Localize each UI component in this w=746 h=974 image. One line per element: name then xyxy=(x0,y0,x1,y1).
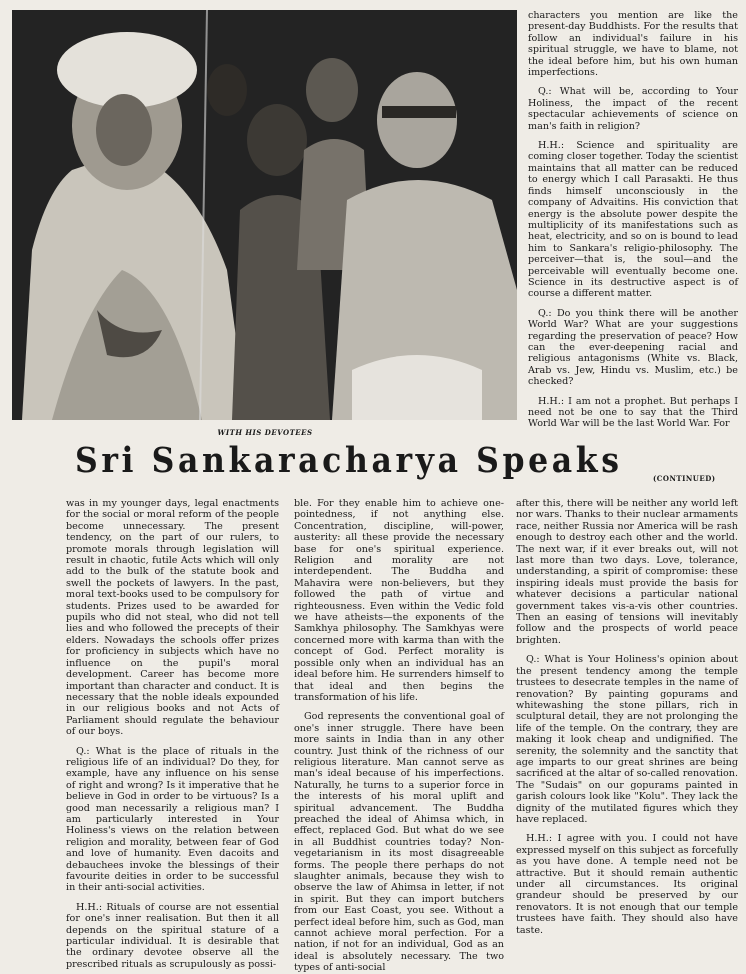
devotees-photo xyxy=(12,10,517,420)
question-paragraph: Q.: What is Your Holiness's opinion about the present tendency among the temple trustees to desecrate temples in the name of renovation? By painting gopurams and whitewashing the stone pillars, rich in sculptural detail, they are not prolonging the life of the temple. On the contrary, they are making it look cheap and undignified. The serenity, the solemnity and the sanctity that age imparts to our great shrines are being sacrificed at the altar of so-called renovation. The "Sudais" on our gopurams painted in garish colours look like "Kolu". They lack the dignity of the mutilated figures which they have replaced. xyxy=(516,654,738,825)
photo-caption: WITH HIS DEVOTEES xyxy=(217,428,313,437)
paragraph: was in my younger days, legal enactments for the social or moral reform of the people become unnecessary. The present tendency, on the part of our rulers, to promote morals through legislation will result in chaotic, futile Acts which will only add to the bulk of the statute book and swell the pockets of lawyers. In the past, moral text-books used to be compulsory for students. Prizes used to be awarded for pupils who did not steal, who did not tell lies and who followed the precepts of their elders. Nowadays the schools offer prizes for proficiency in subjects which have no influence on the pupil's moral development. Career has become more important than character and conduct. It is necessary that the noble ideals expounded in our religious books and not Acts of Parliament should regulate the behaviour of our boys. xyxy=(66,498,279,738)
article-column-top-right xyxy=(528,10,738,448)
paragraph: God represents the conventional goal of one's inner struggle. There have been more saints in India than in any other country. Just think of the richness of our religious literature. Man cannot serve as man's ideal because of his imperfections. Naturally, he turns to a superior force in the interests of his moral uplift and spiritual advancement. The Buddha preached the ideal of Ahimsa which, in effect, replaced God. But what do we see in all Buddhist countries today? Non-vegetarianism in its most disagreeable forms. The people there perhaps do not slaughter animals, because they wish to observe the law of Ahimsa in letter, if not in spirit. But they can import butchers from our East Coast, you see. Without a perfect ideal before him, such as God, man cannot achieve moral perfection. For a nation, if not for an individual, God as an ideal is absolutely necessary. The two types of anti-social xyxy=(294,711,504,974)
question-paragraph: Q.: What is the place of rituals in the religious life of an individual? Do they, for example, have any influence on his sense of right and wrong? Is it imperative that he believe in God in order to be virtuous? Is a good man necessarily a religious man? I am particularly interested in Your Holiness's views on the relation between religion and morality, between fear of God and love of humanity. Even dacoits and debauchees invoke the blessings of their favourite deities in order to be successful in their anti-social activities. xyxy=(66,745,279,894)
photo-illustration xyxy=(12,10,517,420)
paragraph: characters you mention are like the present-day Buddhists. For the results that follow an individual's failure in his spiritual struggle, we have to blame, not the ideal before him, but his own human imperfections. xyxy=(528,10,738,79)
question-paragraph: Q.: Do you think there will be another World War? What are your suggestions regarding the preservation of peace? How can the ever-deepening racial and religious antagonisms (White vs. Black, Arab vs. Jew, Hindu vs. Muslim, etc.) be checked? xyxy=(528,307,738,388)
answer-paragraph: H.H.: Rituals of course are not essential for one's inner realisation. But then it all depends on the spiritual stature of a particular individual. It is desirable that the ordinary devotee observe all the prescribed rituals as scrupulously as possi- xyxy=(66,901,279,970)
answer-paragraph: H.H.: I agree with you. I could not have expressed myself on this subject as forcefully as you have done. A temple need not be attractive. But it should remain authentic under all circumstances. Its original grandeur should be preserved by our renovators. It is not enough that our temple trustees have faith. They should also have taste. xyxy=(516,833,738,936)
paragraph: after this, there will be neither any world left nor wars. Thanks to their nuclear armaments race, neither Russia nor America will be rash enough to destroy each other and the world. The next war, if it ever breaks out, will not last more than two days. Love, tolerance, understanding, a spirit of compromise: these inspiring ideals must provide the basis for whatever decisions a particular national government takes vis-a-vis other countries. Then an easing of tensions will inevitably follow and the prospects of world peace brighten. xyxy=(516,498,738,646)
continued-label: (CONTINUED) xyxy=(653,474,716,483)
answer-paragraph: H.H.: Science and spirituality are coming closer together. Today the scientist maintains that all matter can be reduced to energy which I call Parasakti. He thus finds himself unconsciously in the company of Advaitins. His conviction that energy is the absolute power despite the multiplicity of its manifestations such as heat, electricity, and so on is bound to lead him to Sankara's religio-philosophy. The perceiver—that is, the soul—and the perceivable will eventually become one. Science in its destructive aspect is of course a different matter. xyxy=(528,140,738,300)
question-paragraph: Q.: What will be, according to Your Holiness, the impact of the recent spectacular achievements of science on man's faith in religion? xyxy=(528,86,738,132)
article-column-2 xyxy=(294,498,504,974)
paragraph: ble. For they enable him to achieve one-pointedness, if not anything else. Concentration, discipline, will-power, austerity: all these provide the necessary base for one's spiritual experience. Religion and morality are not interdependent. The Buddha and Mahavira were non-believers, but they followed the path of virtue and righteousness. Even within the Vedic fold we have atheists—the exponents of the Samkhya philosophy. The Samkhyas were concerned more with karma than with the concept of God. Perfect morality is possible only when an individual has an ideal before him. He surrenders himself to that ideal and then begins the transformation of his life. xyxy=(294,498,504,703)
article-column-1 xyxy=(66,498,279,970)
headline: Sri Sankaracharya Speaks xyxy=(75,440,623,481)
answer-paragraph: H.H.: I am not a prophet. But perhaps I need not be one to say that the Third World War will be the last World War. For xyxy=(528,395,738,430)
article-column-3 xyxy=(516,498,738,950)
